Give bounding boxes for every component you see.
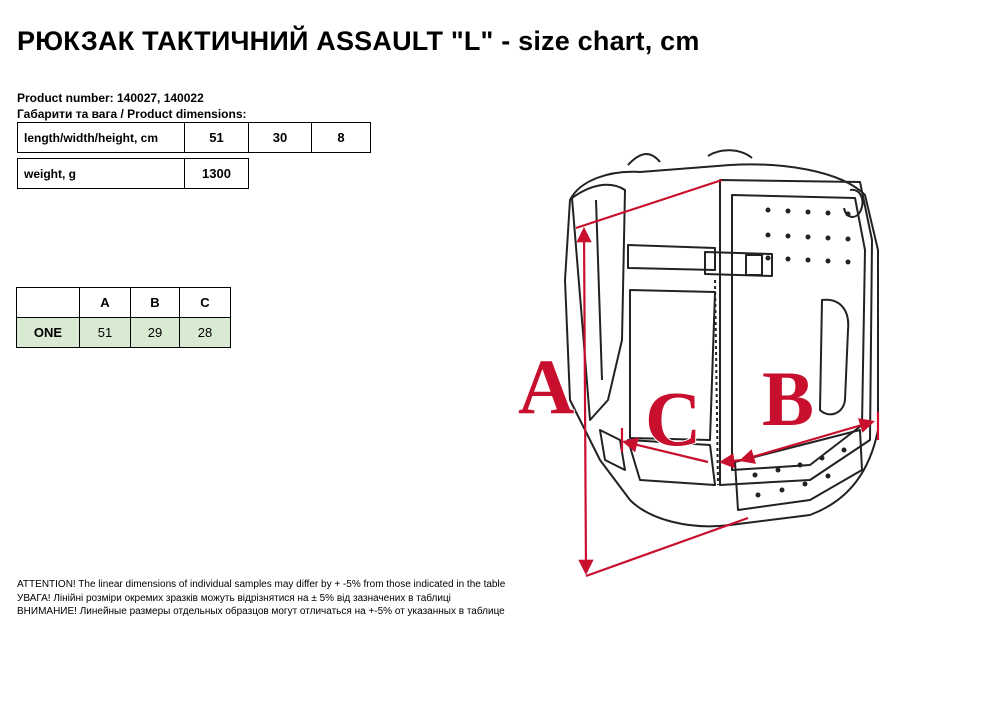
size-one-c: 28 [180, 318, 231, 348]
height-guide-top [576, 180, 722, 228]
size-table-header [17, 288, 231, 318]
molle-panel-bottom [753, 448, 847, 498]
width-value: 30 [249, 123, 312, 153]
header-c: C [180, 288, 231, 318]
dimensions-row [18, 123, 371, 153]
size-one-b: 29 [131, 318, 180, 348]
table-row [17, 318, 231, 348]
dimension-c-label: C [645, 375, 702, 462]
backpack-illustration [510, 140, 890, 600]
backpack-outline [565, 150, 878, 526]
height-guide-bottom [586, 518, 748, 576]
height-value: 8 [312, 123, 371, 153]
page-title: РЮКЗАК ТАКТИЧНИЙ ASSAULT "L" - size chart, cm [17, 26, 700, 56]
disclaimer-notes [17, 578, 505, 619]
length-label: length/width/height, cm [18, 123, 185, 153]
length-value: 51 [185, 123, 249, 153]
size-one-a: 51 [80, 318, 131, 348]
size-one: ONE [17, 318, 80, 348]
weight-label: weight, g [18, 159, 185, 189]
size-table [16, 287, 231, 348]
weight-value: 1300 [185, 159, 249, 189]
dimension-b-label: B [762, 355, 815, 442]
dimensions-heading: Габарити та вага / Product dimensions: [17, 107, 247, 121]
header-a: A [80, 288, 131, 318]
weight-row [18, 159, 249, 189]
header-b: B [131, 288, 180, 318]
product-number: Product number: 140027, 140022 [17, 91, 204, 105]
dimension-a-arrow [584, 230, 586, 572]
dimension-lines [576, 180, 878, 576]
header-size [17, 288, 80, 318]
dimension-a-label: A [518, 343, 575, 430]
note-english: ATTENTION! The linear dimensions of individual samples may differ by + -5% from those indicated in the table [17, 579, 506, 590]
note-russian: ВНИМАНИЕ! Линейные размеры отдельных образцов могут отличаться на +-5% от указанных в таблице [17, 606, 505, 617]
molle-panel-top [766, 208, 851, 265]
dimensions-table [17, 122, 371, 153]
note-ukrainian: УВАГА! Лінійні розміри окремих зразків можуть відрізнятися на ± 5% від зазначених в таблиці [17, 592, 451, 604]
weight-table [17, 158, 249, 189]
